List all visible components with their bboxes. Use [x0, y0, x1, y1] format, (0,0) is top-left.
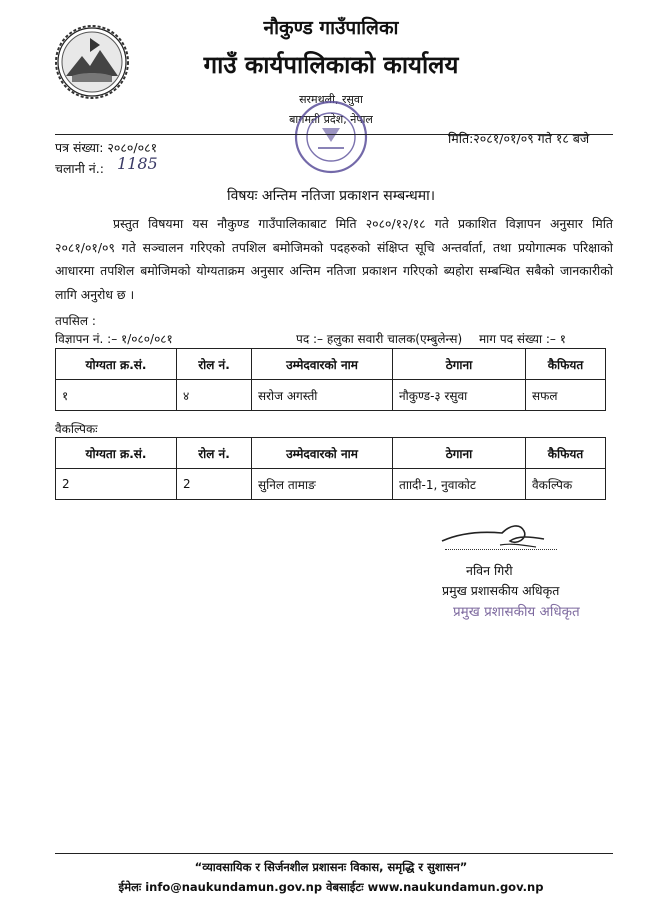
- subject-line: विषयः अन्तिम नतिजा प्रकाशन सम्बन्धमा।: [226, 188, 436, 204]
- cell-remarks: सफल: [526, 380, 606, 411]
- cell-roll: ४: [177, 380, 252, 411]
- footer-slogan: “व्यावसायिक र सिर्जनशील प्रशासनः विकास, समृद्धि र सुशासन”: [194, 860, 468, 874]
- details-label: तपसिल :: [55, 314, 96, 328]
- cell-name: सुनिल तामाङ: [252, 469, 393, 500]
- body-paragraph: प्रस्तुत विषयमा यस नौकुण्ड गाउँपालिकाबाट मिति २०८०/१२/१८ गते प्रकाशित विज्ञापन अनुसार मिति २०८१/०१/०९ गते सञ्चालन गरिएको तपशिल बमोजिमको पदहरुको संक्षिप्त सूचि अन्तर्वार्ता, तथा प्रयोगात्मक परिक्षाको आधारमा तपशिल बमोजिमको योग्यताक्रम अनुसार अन्तिम नतिजा प्रकाशन गरिएको ब्यहोरा सम्बन्धित सबैको जानकारीको लागि अनुरोध छ ।: [55, 216, 613, 302]
- header-address: ठेगाना: [393, 438, 526, 469]
- table-header-row: [56, 438, 606, 469]
- header-remarks: कैफियत: [526, 349, 606, 380]
- alternate-label: वैकल्पिकः: [55, 422, 98, 436]
- footer-rule: [55, 853, 613, 854]
- signature-line: [445, 549, 557, 550]
- header-remarks: कैफियत: [526, 438, 606, 469]
- cell-roll: 2: [177, 469, 252, 500]
- dispatch-number-handwritten: 1185: [117, 154, 158, 173]
- reference-number: पत्र संख्या: २०८०/०८१: [55, 140, 158, 155]
- header-roll: रोल नं.: [177, 438, 252, 469]
- cell-address: ताादी-1, नुवाकोट: [393, 469, 526, 500]
- cell-remarks: वैकल्पिक: [526, 469, 606, 500]
- cell-address: नौकुण्ड-३ रसुवा: [393, 380, 526, 411]
- cell-rank: १: [56, 380, 177, 411]
- post-name: पद :– हलुका सवारी चालक(एम्बुलेन्स): [296, 332, 463, 346]
- header-name: उम्मेदवारको नाम: [252, 438, 393, 469]
- cell-name: सरोज अगस्ती: [252, 380, 393, 411]
- designation-stamp: प्रमुख प्रशासकीय अधिकृत: [453, 604, 580, 620]
- signatory-name: नविन गिरी: [466, 563, 513, 578]
- header-name: उम्मेदवारको नाम: [252, 349, 393, 380]
- table-row: [56, 380, 606, 411]
- header-address: ठेगाना: [393, 349, 526, 380]
- alternate-table: [55, 437, 606, 500]
- office-name: गाउँ कार्यपालिकाको कार्यालय: [203, 51, 459, 79]
- letter-date: मिति:२०८१/०१/०९ गते १८ बजे: [448, 131, 590, 146]
- advert-number: विज्ञापन नं. :– १/०८०/०८१: [55, 332, 173, 346]
- cell-rank: 2: [56, 469, 177, 500]
- header-rank: योग्यता क्र.सं.: [56, 349, 177, 380]
- office-stamp-icon: [292, 98, 370, 176]
- header-roll: रोल नं.: [177, 349, 252, 380]
- demand-count: माग पद संख्या :– १: [479, 332, 566, 346]
- address-line-1: सरमथली, रसुवा: [299, 93, 363, 106]
- result-table: [55, 348, 606, 411]
- dispatch-label: चलानी नं.:: [55, 161, 104, 176]
- table-header-row: [56, 349, 606, 380]
- footer-contact: ईमेलः info@naukundamun.gov.np वेबसाईटः www.naukundamun.gov.np: [118, 880, 544, 894]
- municipality-name: नौकुण्ड गाउँपालिका: [263, 17, 399, 39]
- header-rank: योग्यता क्र.सं.: [56, 438, 177, 469]
- signatory-title: प्रमुख प्रशासकीय अधिकृत: [442, 583, 560, 598]
- address-line-2: बागमती प्रदेश, नेपाल: [289, 113, 373, 126]
- table-row: [56, 469, 606, 500]
